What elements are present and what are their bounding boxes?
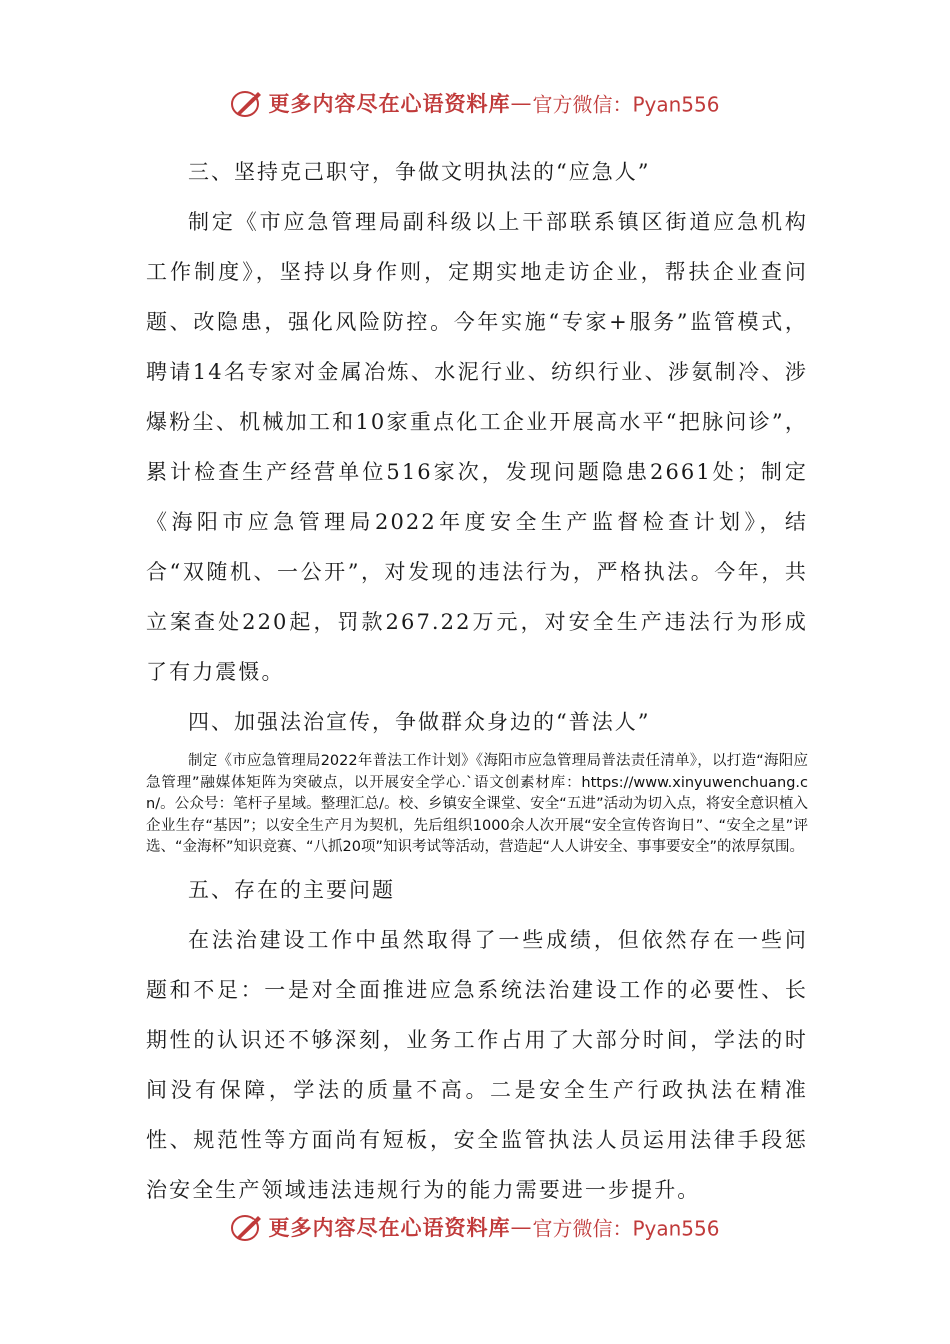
banner-separator: — [510,1215,533,1239]
section-3-paragraph: 制定《市应急管理局副科级以上干部联系镇区街道应急机构工作制度》，坚持以身作则，定期实地走访企业，帮扶企业查问题、改隐患，强化风险防控。今年实施“专家+服务”监管模式，聘请14名专家对金属冶炼、水泥行业、纺织行业、涉氨制冷、涉爆粉尘、机械加工和10家重点化工企业开展高水平“把脉问诊”，累计检查生产经营单位516家次，发现问题隐患2661处；制定《海阳市应急管理局2022年度安全生产监督检查计划》，结合“双随机、一公开”，对发现的违法行为，严格执法。今年，共立案查处220起，罚款267.22万元，对安全生产违法行为形成了有力震慑。 [146,210,808,684]
banner-separator: — [510,91,533,115]
section-3-heading: 三、坚持克己职守，争做文明执法的“应急人” [188,160,651,184]
quill-logo-icon [230,1212,264,1242]
quill-logo-icon [230,88,264,118]
section-4-heading: 四、加强法治宣传，争做群众身边的“普法人” [188,710,651,734]
banner-main-text: 更多内容尽在心语资料库 [268,91,511,116]
banner-main-text: 更多内容尽在心语资料库 [268,1215,511,1240]
banner-wechat-text: 官方微信：Pyan556 [532,1216,720,1241]
section-4-paragraph: 制定《市应急管理局2022年普法工作计划》《海阳市应急管理局普法责任清单》，以打造“海阳应急管理”融媒体矩阵为突破点，以开展安全学心.`语文创素材库：https://www.xinyuwenchuang.cn/。公众号：笔杆子星域。整理汇总/。校、乡镇安全课堂、安全“五进”活动为切入点，将安全意识植入企业生存“基因”；以安全生产月为契机，先后组织1000余人次开展“安全宣传咨询日”、“安全之星”评选、“金海杯”知识竞赛、“八抓20项”知识考试等活动，营造起“人人讲安全、事事要安全”的浓厚氛围。 [146,753,808,856]
header-watermark-banner [0,88,950,118]
footer-watermark-banner [0,1212,950,1242]
section-5-heading: 五、存在的主要问题 [188,877,395,902]
banner-wechat-text: 官方微信：Pyan556 [532,92,720,117]
section-5-paragraph: 在法治建设工作中虽然取得了一些成绩，但依然存在一些问题和不足：一是对全面推进应急系统法治建设工作的必要性、长期性的认识还不够深刻，业务工作占用了大部分时间，学法的时间没有保障，学法的质量不高。二是安全生产行政执法在精准性、规范性等方面尚有短板，安全监管执法人员运用法律手段惩治安全生产领域违法违规行为的能力需要进一步提升。 [146,927,808,1202]
document-body [146,147,808,1215]
